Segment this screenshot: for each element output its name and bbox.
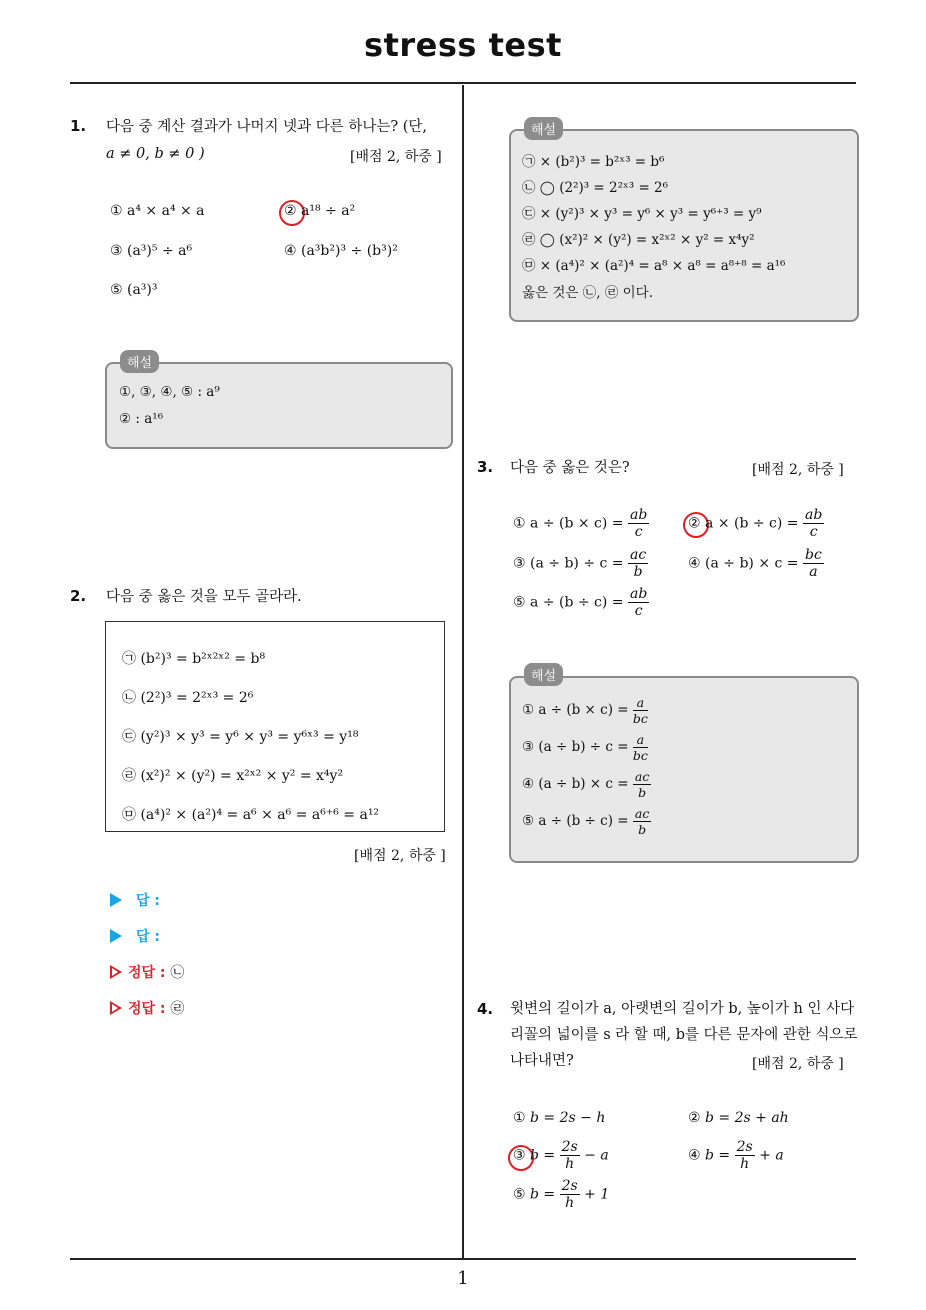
question-3-text: 다음 중 옳은 것은?	[510, 460, 630, 476]
question-4-text-line-2: 리꼴의 넓이를 s 라 할 때, b를 다른 문자에 관한 식으로	[510, 1027, 858, 1043]
frac-num: ab	[629, 586, 648, 602]
q2-solution-line-6: 옳은 것은 ㉡, ㉣ 이다.	[522, 285, 653, 301]
frac-num: ab	[804, 507, 823, 523]
frac-den: c	[634, 524, 643, 540]
option-mark: ①	[513, 1110, 526, 1126]
option-mark: ③	[513, 555, 526, 572]
option-expr: b = 2s − h	[530, 1110, 606, 1126]
q1-option-1[interactable]: ① a⁴ × a⁴ × a	[110, 203, 205, 219]
correct-value: ㉡	[170, 965, 185, 981]
q4-option-3[interactable]	[513, 1139, 609, 1172]
q3-solution-line-4	[522, 806, 651, 837]
q1-option-3[interactable]: ③ (a³)⁵ ÷ a⁶	[110, 243, 193, 259]
q2-item-2: ㉡ (2²)³ = 2²ˣ³ = 2⁶	[122, 690, 254, 706]
question-2-text: 다음 중 옳은 것을 모두 골라라.	[106, 589, 302, 605]
q4-option-4[interactable]	[688, 1139, 784, 1172]
q1-solution-line-1: ①, ③, ④, ⑤ : a⁹	[119, 384, 220, 400]
q3-option-1[interactable]	[513, 507, 649, 540]
frac-num: ab	[629, 507, 648, 523]
frac-den: b	[638, 822, 647, 837]
q3-solution-line-1	[522, 695, 648, 726]
question-1-text-line-1: 다음 중 계산 결과가 나머지 넷과 다른 하나는? (단,	[106, 119, 428, 135]
question-2-number: 2.	[70, 587, 87, 605]
option-mark: ⑤	[513, 1186, 526, 1203]
answer-line-1[interactable]	[110, 890, 160, 910]
q1-option-4[interactable]: ④ (a³b²)³ ÷ (b³)²	[284, 243, 398, 259]
answer-line-2[interactable]	[110, 926, 160, 946]
option-mark: ①	[513, 515, 526, 532]
q1-option-2[interactable]: ② a¹⁸ ÷ a²	[284, 203, 356, 219]
outline-arrow-icon	[110, 1001, 122, 1015]
frac-den: b	[638, 785, 647, 800]
outline-arrow-icon	[110, 965, 122, 979]
frac-den: b	[633, 564, 643, 580]
q4-option-5[interactable]	[513, 1178, 609, 1211]
q1-option-5[interactable]: ⑤ (a³)³	[110, 282, 158, 298]
option-tail: − a	[584, 1147, 609, 1164]
frac-den: c	[809, 524, 818, 540]
q3-solution-line-2	[522, 732, 648, 763]
q2-item-1: ㉠ (b²)³ = b²ˣ²ˣ² = b⁸	[122, 651, 266, 667]
option-mark: ③	[513, 1147, 526, 1164]
option-tail: + a	[759, 1147, 784, 1164]
play-arrow-icon	[110, 893, 122, 907]
option-mark: ⑤	[513, 594, 526, 611]
frac-num: a	[633, 732, 648, 748]
option-mark: ②	[688, 1110, 701, 1126]
option-expr: b = 2s + ah	[705, 1110, 789, 1126]
frac-den: h	[740, 1156, 750, 1172]
solution-expr: ④ (a ÷ b) × c =	[522, 776, 629, 792]
q2-item-4: ㉣ (x²)² × (y²) = x²ˣ² × y² = x⁴y²	[122, 768, 344, 784]
correct-label: 정답 :	[128, 1001, 166, 1017]
option-expr: a ÷ (b ÷ c) =	[530, 594, 624, 611]
question-1-number: 1.	[70, 117, 87, 135]
frac-den: bc	[632, 748, 648, 763]
correct-label: 정답 :	[128, 965, 166, 981]
q3-option-4[interactable]	[688, 547, 824, 580]
option-mark: ②	[688, 515, 701, 532]
correct-answer-line-2	[110, 998, 184, 1018]
answer-label: 답 :	[136, 893, 160, 909]
frac-num: 2s	[736, 1139, 753, 1155]
answer-label: 답 :	[136, 929, 160, 945]
frac-den: h	[565, 1156, 575, 1172]
solution-expr: ① a ÷ (b × c) =	[522, 702, 629, 718]
option-expr: (a ÷ b) × c =	[705, 555, 799, 572]
question-4-text-line-1: 윗변의 길이가 a, 아랫변의 길이가 b, 높이가 h 인 사다	[510, 1001, 855, 1017]
question-3-points: [배점 2, 하중 ]	[752, 462, 844, 478]
option-mark: ④	[688, 555, 701, 572]
option-mark: ④	[688, 1147, 701, 1164]
page-number: 1	[457, 1268, 469, 1289]
q2-solution-line-5: ㉤ × (a⁴)² × (a²)⁴ = a⁸ × a⁸ = a⁸⁺⁸ = a¹⁶	[522, 258, 786, 274]
q2-item-5: ㉤ (a⁴)² × (a²)⁴ = a⁶ × a⁶ = a⁶⁺⁶ = a¹²	[122, 807, 380, 823]
option-expr: a ÷ (b × c) =	[530, 515, 624, 532]
solution-expr: ③ (a ÷ b) ÷ c =	[522, 739, 629, 755]
q2-solution-line-3: ㉢ × (y²)³ × y³ = y⁶ × y³ = y⁶⁺³ = y⁹	[522, 206, 762, 222]
frac-den: a	[809, 564, 818, 580]
page-title: stress test	[364, 26, 562, 64]
correct-answer-line-1	[110, 962, 184, 982]
question-1-text-line-2: a ≠ 0, b ≠ 0 )	[106, 146, 205, 162]
question-4-text-line-3: 나타내면?	[510, 1053, 574, 1069]
q2-solution-line-4: ㉣ ◯ (x²)² × (y²) = x²ˣ² × y² = x⁴y²	[522, 232, 755, 248]
q3-option-3[interactable]	[513, 547, 648, 580]
q2-item-3: ㉢ (y²)³ × y³ = y⁶ × y³ = y⁶ˣ³ = y¹⁸	[122, 729, 359, 745]
q3-option-2[interactable]	[688, 507, 824, 540]
option-tail: + 1	[584, 1186, 610, 1203]
q1-solution-line-2: ② : a¹⁶	[119, 411, 164, 427]
frac-den: c	[634, 603, 643, 619]
frac-num: ac	[634, 769, 650, 784]
play-arrow-icon	[110, 929, 122, 943]
bottom-rule	[70, 1258, 856, 1260]
option-expr: (a ÷ b) ÷ c =	[530, 555, 624, 572]
option-expr: b =	[530, 1147, 556, 1164]
option-expr: b =	[705, 1147, 731, 1164]
frac-num: ac	[634, 806, 650, 821]
q1-solution-tag: 해설	[120, 350, 159, 373]
correct-value: ㉣	[170, 1001, 185, 1017]
q2-solution-line-1: ㉠ × (b²)³ = b²ˣ³ = b⁶	[522, 154, 665, 170]
frac-num: 2s	[561, 1178, 578, 1194]
question-1-points: [배점 2, 하중 ]	[350, 149, 442, 165]
q1-solution-box	[105, 362, 453, 449]
column-divider	[462, 85, 464, 1258]
solution-expr: ⑤ a ÷ (b ÷ c) =	[522, 813, 629, 829]
frac-num: bc	[804, 547, 822, 563]
q4-option-2[interactable]	[688, 1110, 789, 1126]
option-expr: a × (b ÷ c) =	[705, 515, 799, 532]
frac-num: a	[633, 695, 648, 711]
question-2-points: [배점 2, 하중 ]	[354, 848, 446, 864]
option-expr: b =	[530, 1186, 556, 1203]
q3-option-5[interactable]	[513, 586, 649, 619]
question-4-points: [배점 2, 하중 ]	[752, 1056, 844, 1072]
frac-num: ac	[629, 547, 647, 563]
q2-solution-tag: 해설	[524, 117, 563, 140]
frac-den: bc	[632, 711, 648, 726]
q3-solution-line-3	[522, 769, 651, 800]
question-4-number: 4.	[477, 1000, 494, 1018]
frac-num: 2s	[561, 1139, 578, 1155]
frac-den: h	[565, 1195, 575, 1211]
top-rule	[70, 82, 856, 84]
q2-solution-line-2: ㉡ ◯ (2²)³ = 2²ˣ³ = 2⁶	[522, 180, 669, 196]
question-3-number: 3.	[477, 458, 494, 476]
q4-option-1[interactable]	[513, 1110, 605, 1126]
q3-solution-tag: 해설	[524, 663, 563, 686]
